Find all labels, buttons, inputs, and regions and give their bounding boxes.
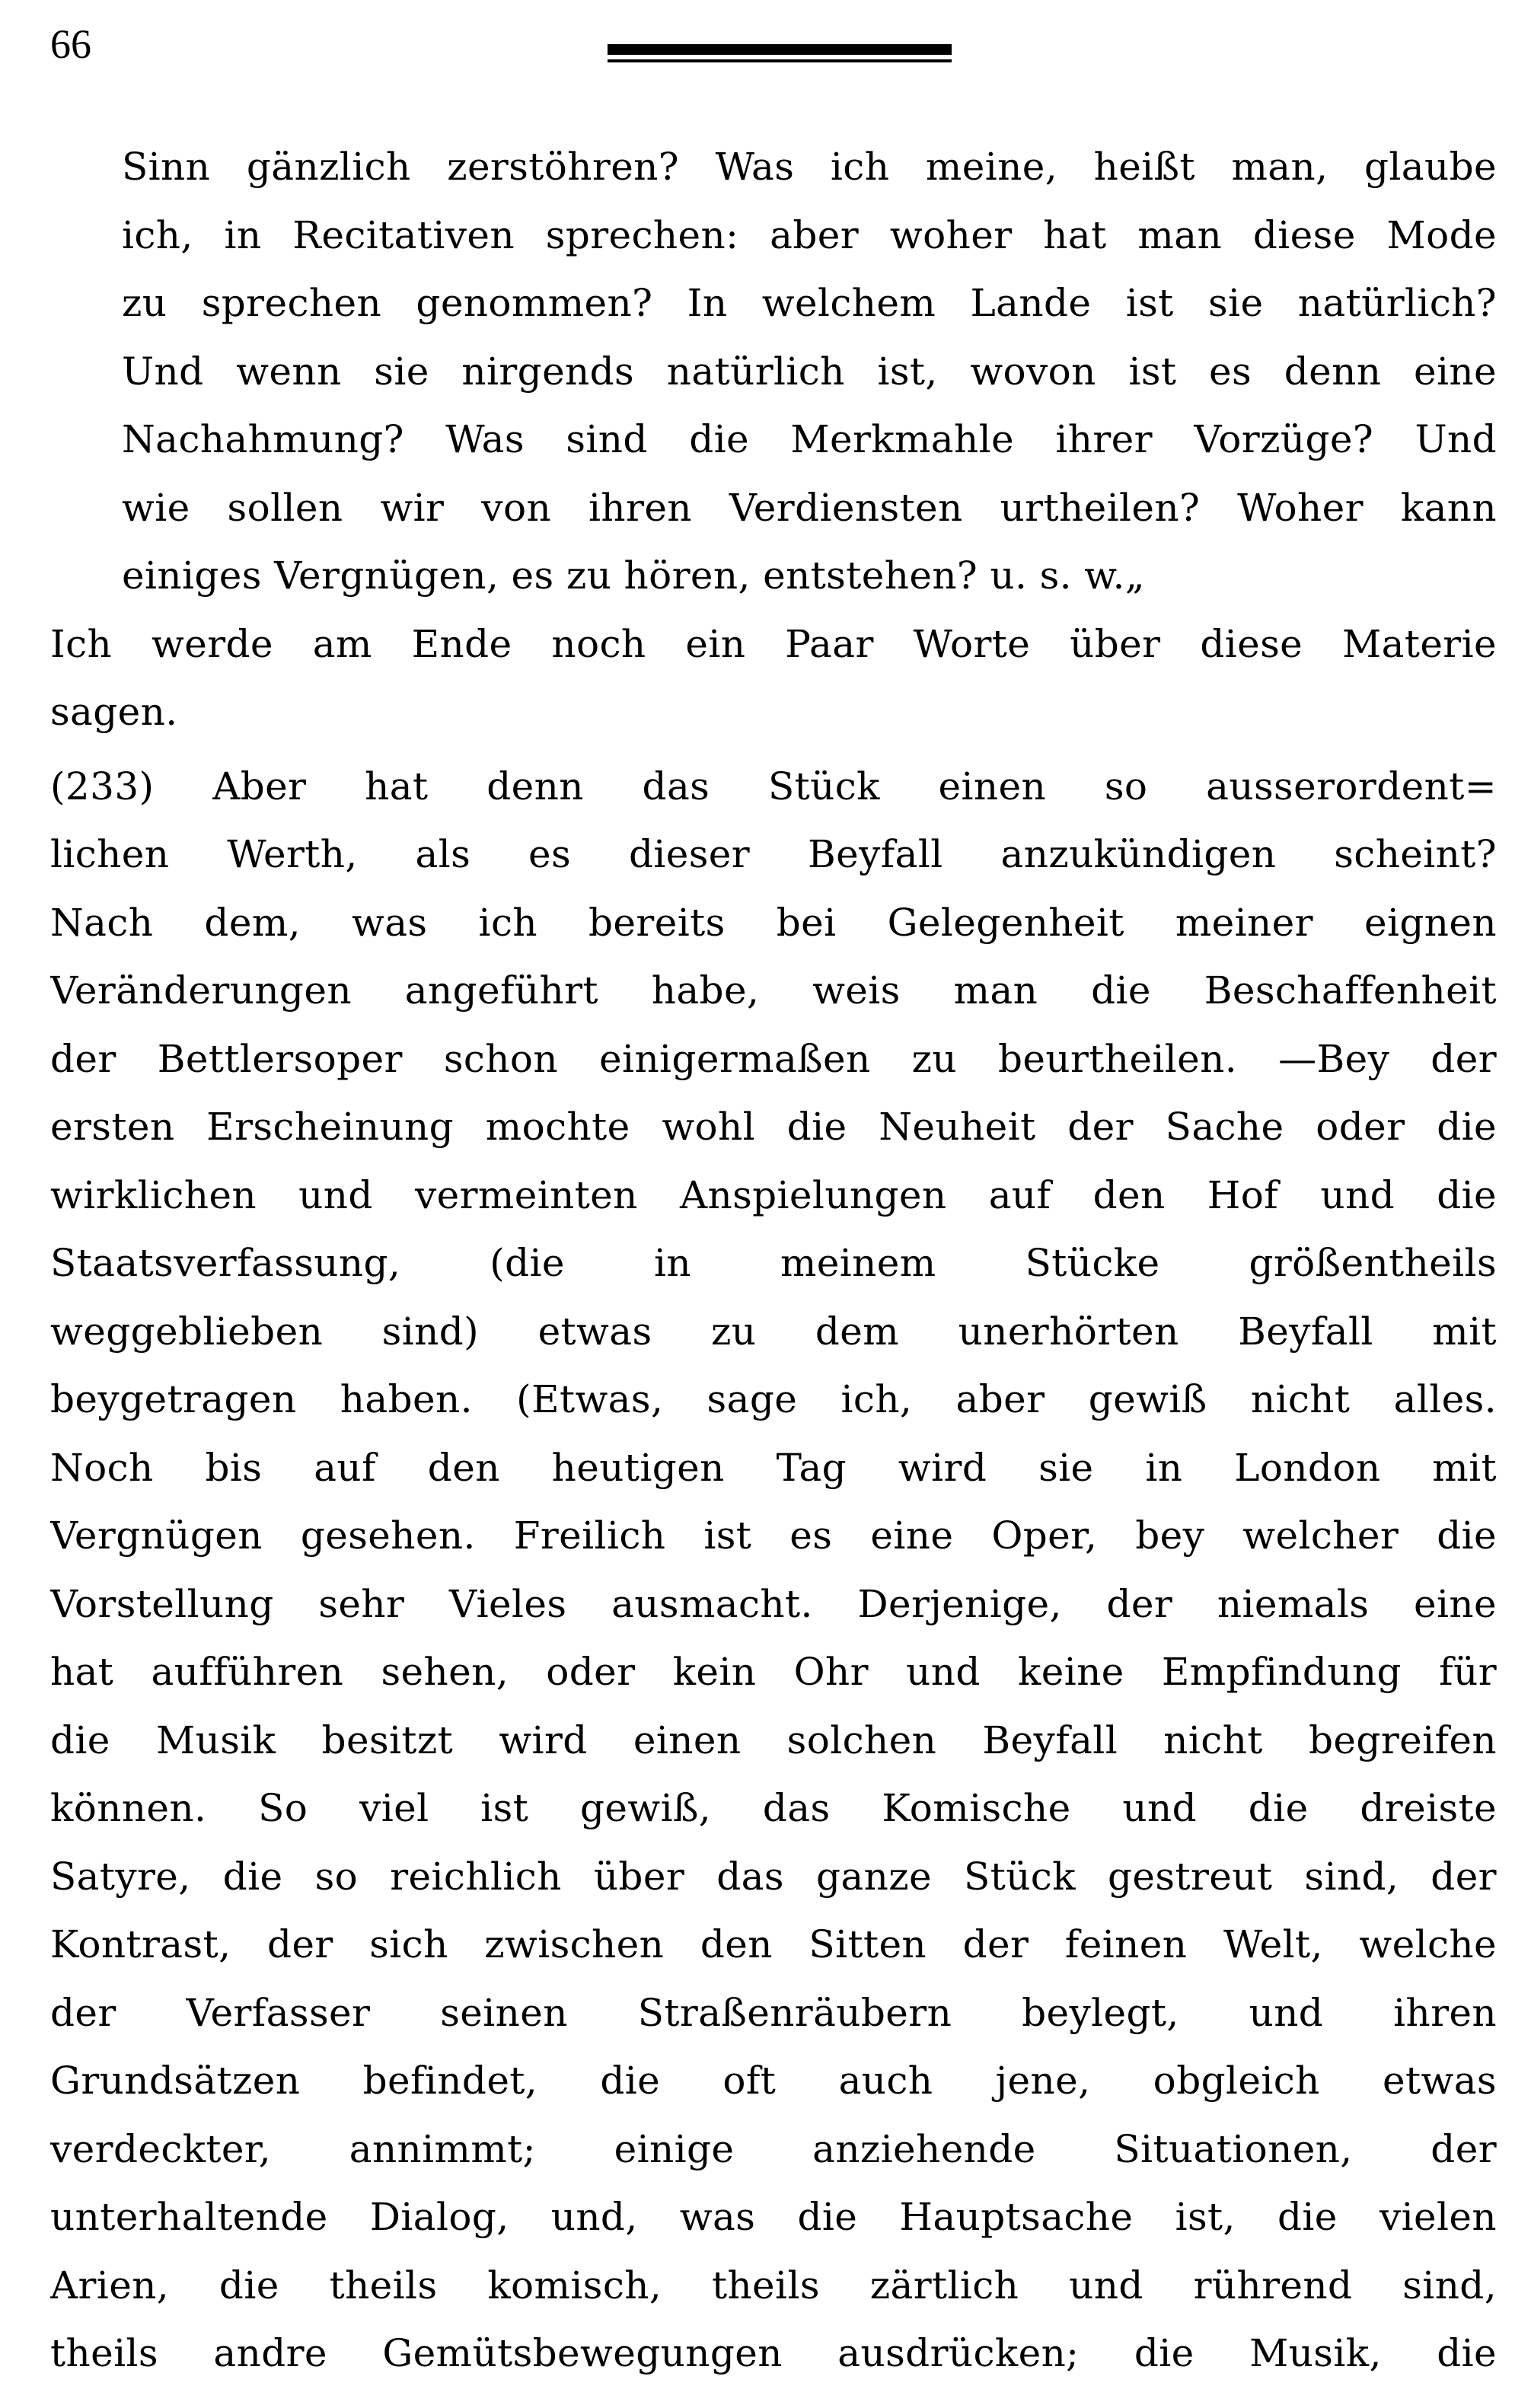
quote-line: einiges Vergnügen, es zu hören, entstehen? u. s. w.„: [122, 553, 1146, 598]
paragraph-line: sagen.: [50, 690, 178, 734]
quote-line: Sinn gänzlich zerstöhren? Was ich meine, heißt man, glaube: [122, 145, 1497, 189]
quote-line: ich, in Recitativen sprechen: aber woher hat man diese Mode: [122, 212, 1497, 257]
paragraph-line: Vergnügen gesehen. Freilich ist es eine Oper, bey welcher die: [50, 1513, 1497, 1558]
paragraph-line: lichen Werth, als es dieser Beyfall anzukündigen scheint?: [50, 832, 1497, 876]
page-header: [50, 21, 1497, 82]
paragraph-line: wirklichen und vermeinten Anspielungen auf den Hof und die: [50, 1172, 1497, 1217]
page-number: 66: [50, 21, 91, 67]
paragraph-line: Ich werde am Ende noch ein Paar Worte über diese Materie: [50, 621, 1497, 666]
paragraph-line: Veränderungen angeführt habe, weis man die Beschaffenheit: [50, 968, 1497, 1013]
paragraph-line: Noch bis auf den heutigen Tag wird sie in London mit: [50, 1445, 1497, 1490]
paragraph-line: verdeckter, annimmt; einige anziehende Situationen, der: [50, 2126, 1497, 2171]
paragraph-line: theils andre Gemütsbewegungen ausdrücken; die Musik, die: [50, 2331, 1497, 2375]
paragraph-line: hat aufführen sehen, oder kein Ohr und keine Empfindung für: [50, 1650, 1497, 1694]
paragraph-line: Satyre, die so reichlich über das ganze Stück gestreut sind, der: [50, 1854, 1497, 1899]
paragraph-line: Grundsätzen befindet, die oft auch jene, obgleich etwas: [50, 2059, 1497, 2103]
paragraph-line: der Bettlersoper schon einigermaßen zu beurtheilen. —Bey der: [50, 1036, 1497, 1081]
block-quote: [50, 133, 1497, 611]
header-rule-thin: [608, 59, 952, 62]
paragraph-line: Vorstellung sehr Vieles ausmacht. Derjenige, der niemals eine: [50, 1581, 1497, 1626]
paragraph-line: (233) Aber hat denn das Stück einen so ausserordent=: [50, 764, 1497, 809]
paragraph-line: beygetragen haben. (Etwas, sage ich, aber gewiß nicht alles.: [50, 1377, 1497, 1421]
paragraph-line: Staatsverfassung, (die in meinem Stücke größentheils: [50, 1241, 1497, 1285]
paragraph-line: unterhaltende Dialog, und, was die Hauptsache ist, die vielen: [50, 2195, 1497, 2239]
quote-line: zu sprechen genommen? In welchem Lande ist sie natürlich?: [122, 281, 1497, 325]
header-rule-thick: [608, 44, 952, 55]
quote-line: wie sollen wir von ihren Verdiensten urtheilen? Woher kann: [122, 485, 1497, 530]
paragraph-2: [50, 753, 1497, 2388]
page-text: [50, 133, 1497, 2388]
paragraph-line: können. So viel ist gewiß, das Komische und die dreiste: [50, 1786, 1497, 1830]
header-rule: [608, 44, 952, 62]
paragraph-line: der Verfasser seinen Straßenräubern beylegt, und ihren: [50, 1990, 1497, 2035]
quote-line: Nachahmung? Was sind die Merkmahle ihrer Vorzüge? Und: [122, 417, 1497, 461]
paragraph-line: ersten Erscheinung mochte wohl die Neuheit der Sache oder die: [50, 1105, 1497, 1149]
paragraph-1: [50, 611, 1497, 747]
quote-line: Und wenn sie nirgends natürlich ist, wovon ist es denn eine: [122, 349, 1497, 394]
paragraph-line: die Musik besitzt wird einen solchen Beyfall nicht begreifen: [50, 1717, 1497, 1762]
paragraph-line: Kontrast, der sich zwischen den Sitten der feinen Welt, welche: [50, 1922, 1497, 1966]
paragraph-line: weggeblieben sind) etwas zu dem unerhörten Beyfall mit: [50, 1309, 1497, 1354]
paragraph-line: Nach dem, was ich bereits bei Gelegenheit meiner eignen: [50, 900, 1497, 945]
paragraph-line: Arien, die theils komisch, theils zärtlich und rührend sind,: [50, 2263, 1497, 2308]
